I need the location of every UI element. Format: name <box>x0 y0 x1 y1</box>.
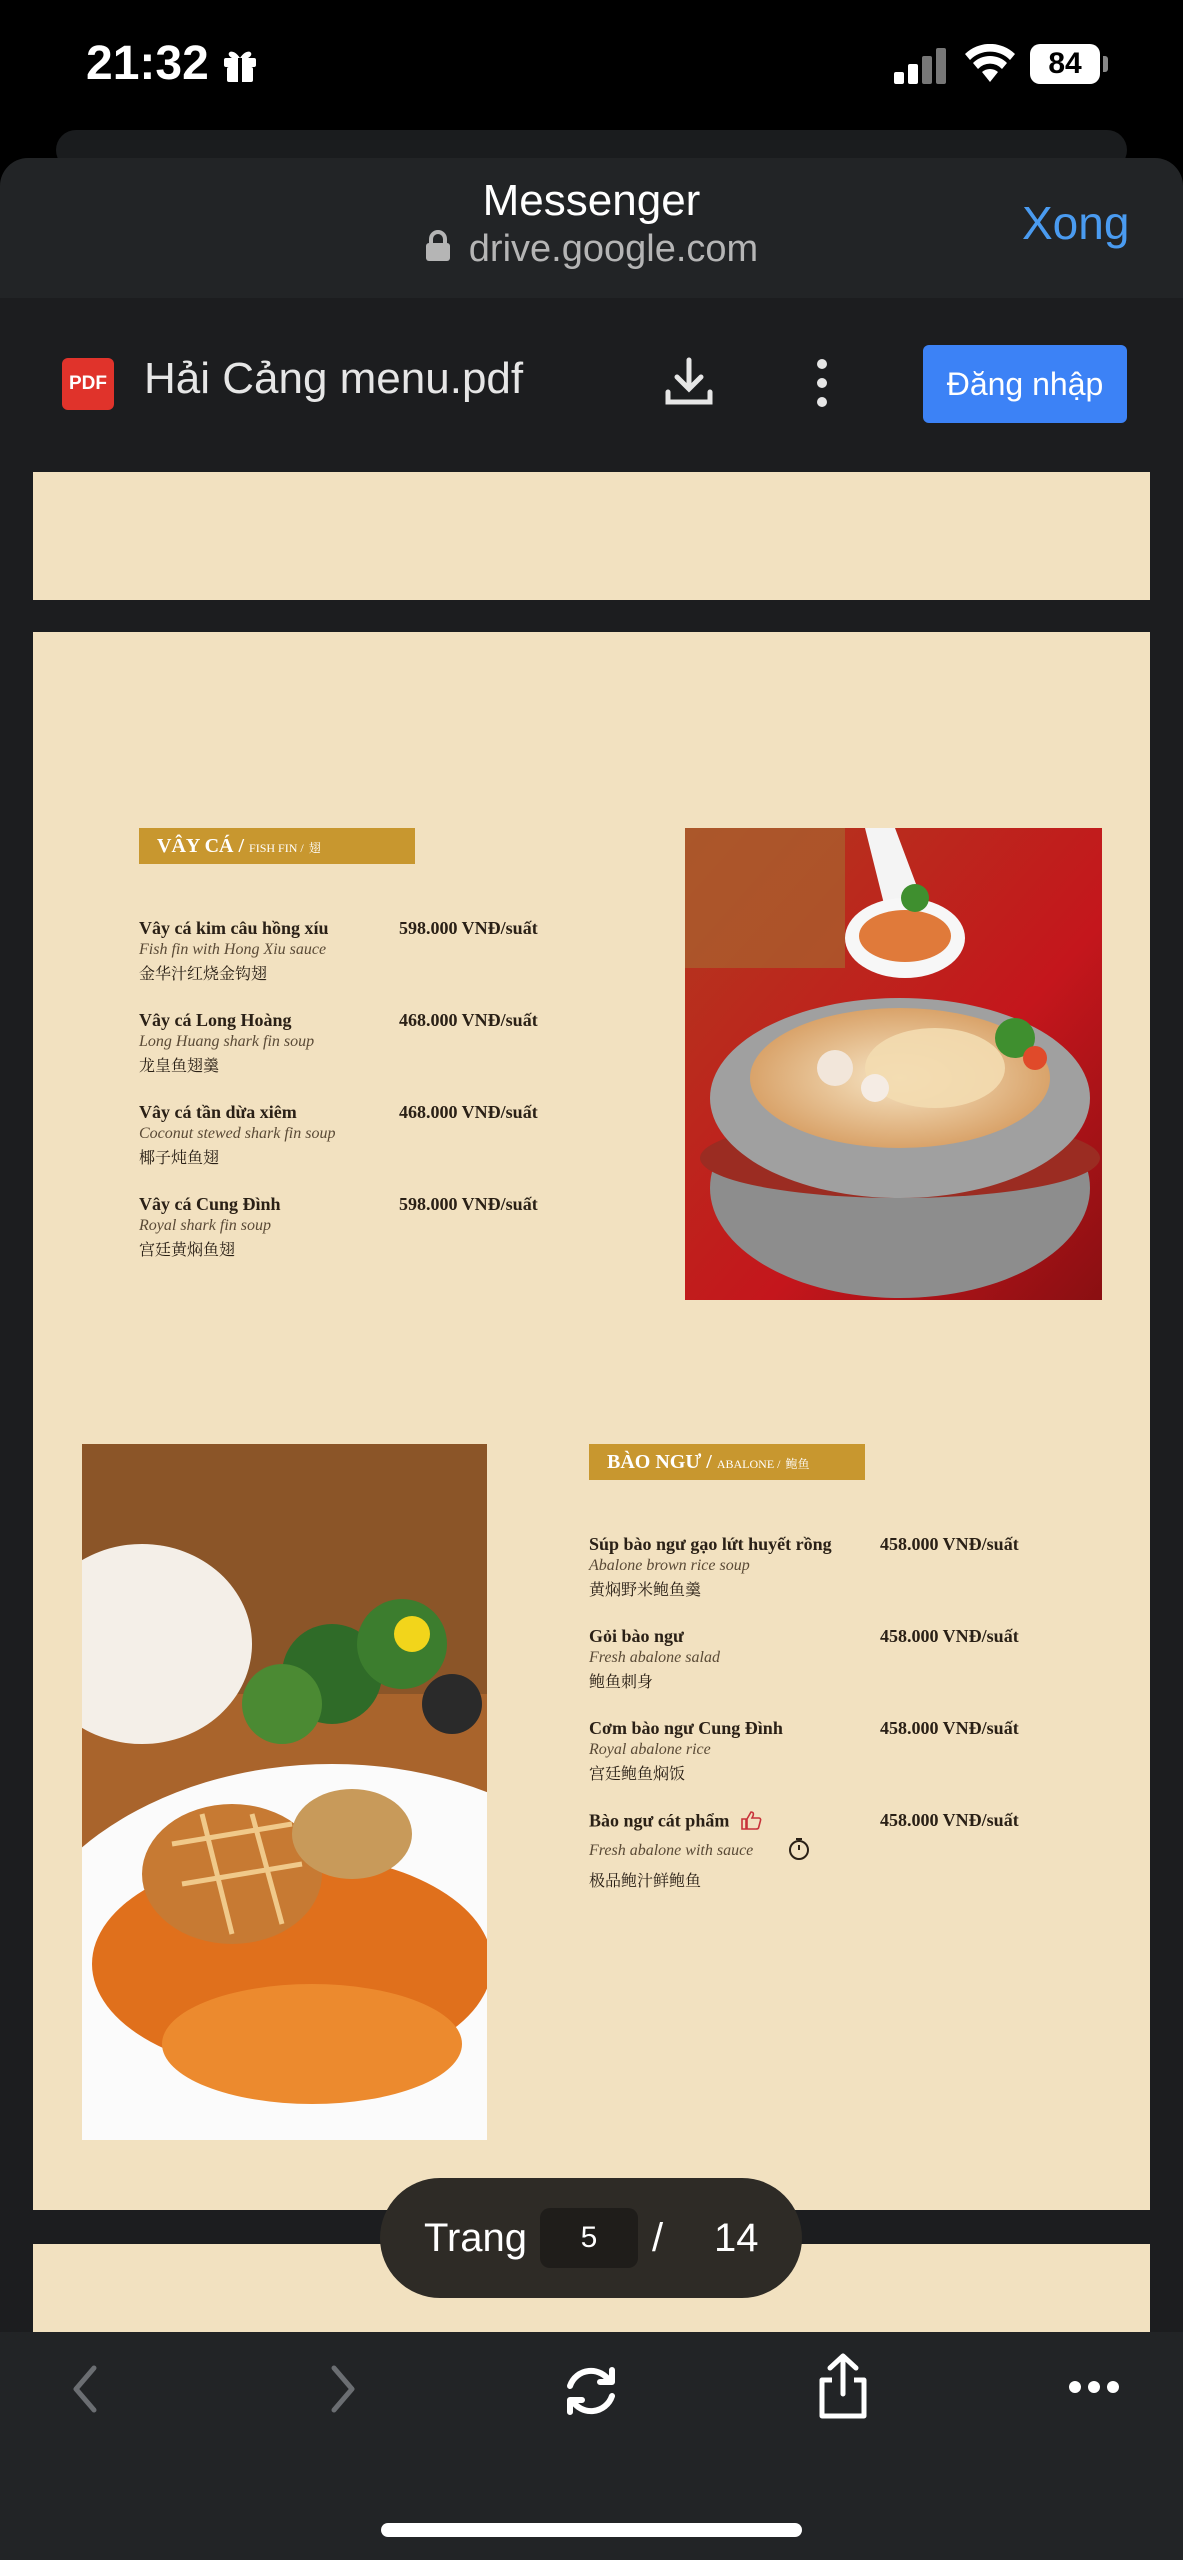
lock-icon <box>425 229 451 272</box>
fish-fin-soup-photo <box>685 828 1102 1300</box>
gift-icon <box>222 46 258 89</box>
menu-price: 468.000 VNĐ/suất <box>399 1010 538 1030</box>
pdf-page-previous <box>33 472 1150 600</box>
done-button[interactable]: Xong <box>1022 197 1130 249</box>
home-indicator[interactable] <box>381 2523 802 2537</box>
battery-cap <box>1103 56 1108 72</box>
file-name: Hải Cảng menu.pdf <box>144 354 524 403</box>
domain-row <box>0 228 1183 272</box>
more-menu-icon[interactable] <box>1068 2380 1120 2399</box>
reload-icon[interactable] <box>560 2360 622 2427</box>
menu-price: 458.000 VNĐ/suất <box>880 1534 1019 1554</box>
page-indicator <box>380 2178 802 2298</box>
menu-item: Gỏi bào ngư Fresh abalone salad 鲍鱼刺身 <box>589 1626 720 1691</box>
timer-icon <box>787 1837 811 1866</box>
back-arrow-icon[interactable] <box>70 2364 100 2419</box>
app-title: Messenger <box>482 176 701 225</box>
login-button[interactable]: Đăng nhập <box>923 345 1127 423</box>
page-total: 14 <box>714 2216 759 2260</box>
abalone-dish-photo <box>82 1444 487 2140</box>
menu-price: 598.000 VNĐ/suất <box>399 1194 538 1214</box>
page-separator: / <box>652 2216 664 2260</box>
domain-text: drive.google.com <box>468 228 759 270</box>
pdf-file-icon: PDF <box>62 358 114 410</box>
menu-item: Bào ngư cát phẩm Fresh abalone with sauce 极品鲍汁鲜鲍鱼 <box>589 1810 1009 1891</box>
menu-price: 458.000 VNĐ/suất <box>880 1718 1019 1738</box>
signal-icon <box>894 48 948 89</box>
status-time: 21:32 <box>86 37 209 90</box>
page-number-input[interactable]: 5 <box>540 2208 638 2268</box>
menu-item: Súp bào ngư gạo lứt huyết rồng Abalone brown rice soup 黄焖野米鲍鱼羹 <box>589 1534 832 1599</box>
battery-level: 84 <box>1048 47 1082 80</box>
download-icon[interactable] <box>664 356 714 413</box>
menu-item: Vây cá Cung Đình Royal shark fin soup 宫廷黄焖鱼翅 <box>139 1194 281 1259</box>
section-title-fin: VÂY CÁ / FISH FIN / 翅 <box>139 828 415 864</box>
forward-arrow-icon[interactable] <box>328 2364 358 2419</box>
menu-item: Vây cá tần dừa xiêm Coconut stewed shark fin soup 椰子炖鱼翅 <box>139 1102 336 1167</box>
section-title-abalone: BÀO NGƯ / ABALONE / 鲍鱼 <box>589 1444 865 1480</box>
menu-item: Cơm bào ngư Cung Đình Royal abalone rice 宫廷鲍鱼焖饭 <box>589 1718 783 1783</box>
menu-item: Vây cá Long Hoàng Long Huang shark fin soup 龙皇鱼翅羹 <box>139 1010 315 1075</box>
menu-item: Vây cá kim câu hồng xíu Fish fin with Hong Xiu sauce 金华汁红烧金钩翅 <box>139 918 329 983</box>
share-icon[interactable] <box>816 2352 870 2425</box>
wifi-icon <box>964 44 1016 89</box>
thumbs-up-icon <box>740 1810 762 1835</box>
page-indicator-label: Trang <box>424 2216 528 2260</box>
menu-price: 468.000 VNĐ/suất <box>399 1102 538 1122</box>
more-options-icon[interactable] <box>812 358 832 413</box>
pdf-page-current <box>33 632 1150 2210</box>
menu-price: 458.000 VNĐ/suất <box>880 1626 1019 1646</box>
pdf-viewer[interactable] <box>0 468 1183 2332</box>
menu-price: 458.000 VNĐ/suất <box>880 1810 1019 1830</box>
menu-price: 598.000 VNĐ/suất <box>399 918 538 938</box>
battery-icon <box>1030 44 1100 84</box>
